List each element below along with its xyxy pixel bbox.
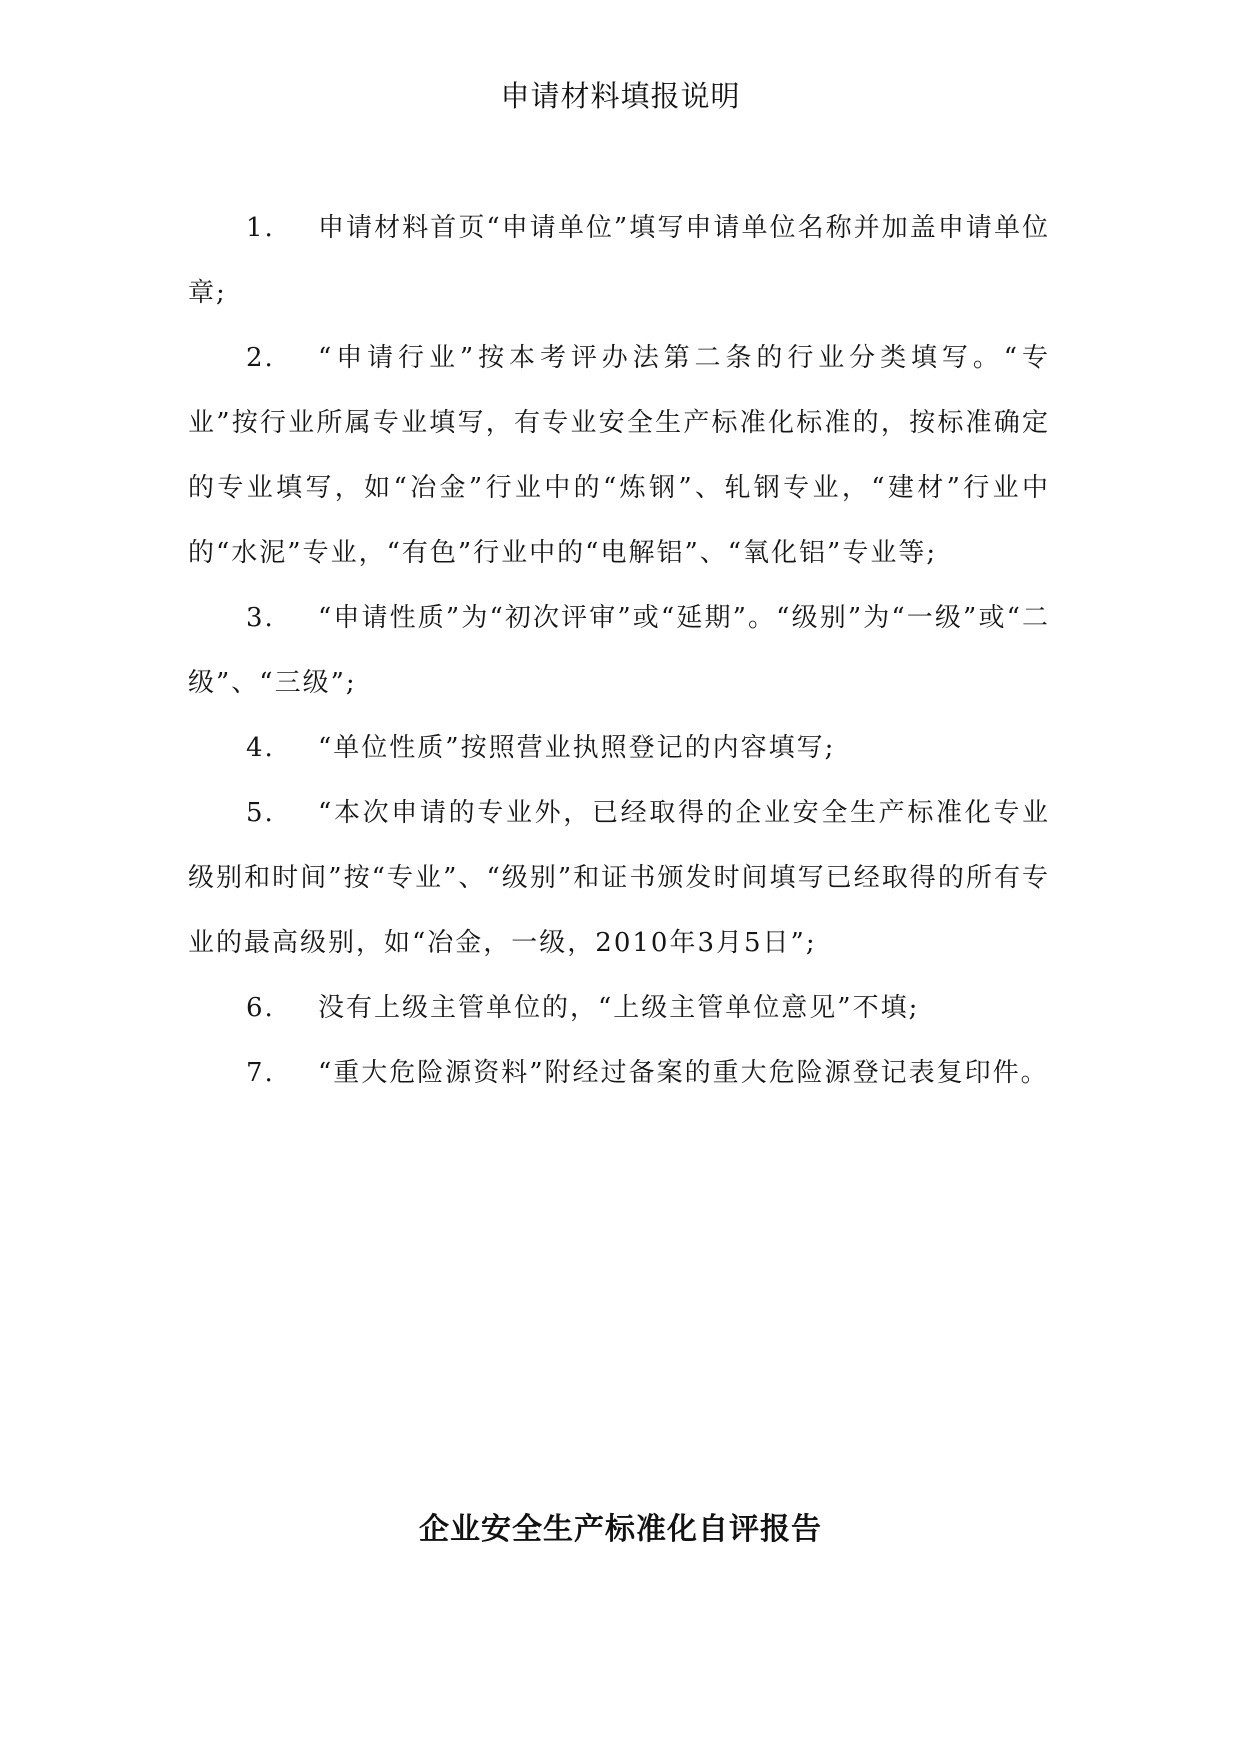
item-text: “本次申请的专业外，已经取得的企业安全生产标准化专业级别和时间”按“专业”、“级别”和证书颁发时间填写已经取得的所有专业的最高级别，如“冶金，一级，2010年3月5日”; [188,798,1050,958]
item-number: 3. [246,603,275,633]
list-item [188,586,1050,716]
list-item [188,196,1050,326]
item-text: 申请材料首页“申请单位”填写申请单位名称并加盖申请单位章; [188,213,1050,308]
item-text: “申请行业”按本考评办法第二条的行业分类填写。“专业”按行业所属专业填写，有专业安全生产标准化标准的，按标准确定的专业填写，如“冶金”行业中的“炼钢”、轧钢专业，“建材”行业中的“水泥”专业，“有色”行业中的“电解铝”、“氧化铝”专业等; [188,343,1050,568]
item-number: 4. [246,733,275,763]
list-item [188,781,1050,976]
item-number: 2. [246,343,275,373]
item-text: “重大危险源资料”附经过备案的重大危险源登记表复印件。 [318,1058,1049,1088]
item-text: 没有上级主管单位的，“上级主管单位意见”不填; [318,993,920,1023]
item-number: 1. [246,213,275,243]
item-number: 5. [246,798,275,828]
page-title: 申请材料填报说明 [500,79,741,113]
list-item [188,1041,1050,1106]
item-text: “单位性质”按照营业执照登记的内容填写; [318,733,836,763]
item-number: 7. [246,1058,275,1088]
list-item [188,976,1050,1041]
list-item [188,326,1050,586]
instructions-list [188,196,1050,1106]
list-item [188,716,1050,781]
section-title: 企业安全生产标准化自评报告 [419,1512,822,1547]
item-number: 6. [246,993,275,1023]
item-text: “申请性质”为“初次评审”或“延期”。“级别”为“一级”或“二级”、“三级”; [188,603,1050,698]
